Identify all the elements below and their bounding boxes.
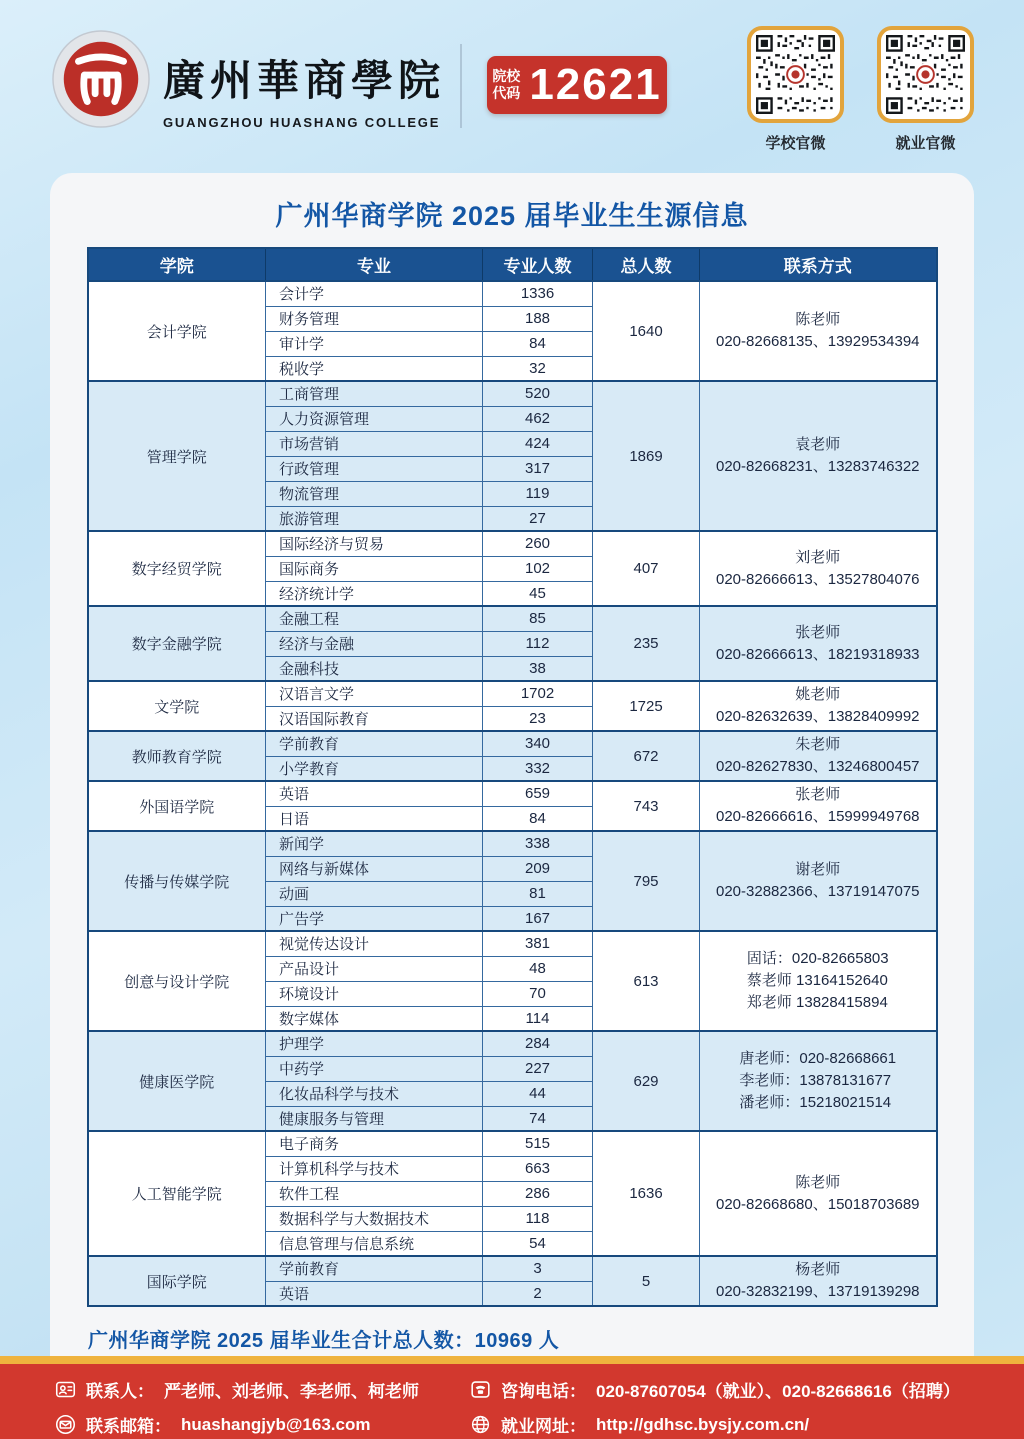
major-count-cell: 84 — [483, 806, 593, 831]
major-cell: 国际经济与贸易 — [266, 531, 483, 556]
website-value: http://gdhsc.bysjy.com.cn/ — [596, 1414, 810, 1434]
contact-person-row — [55, 1377, 470, 1402]
college-cell: 数字金融学院 — [88, 606, 266, 681]
contact-line: 020-82668135、13929534394 — [715, 333, 920, 350]
contact-line: 020-82668231、13283746322 — [715, 458, 920, 475]
college-cell: 健康医学院 — [88, 1031, 266, 1131]
major-cell: 动画 — [266, 881, 483, 906]
major-cell: 软件工程 — [266, 1181, 483, 1206]
major-count-cell: 102 — [483, 556, 593, 581]
table-row — [88, 1256, 937, 1281]
major-cell: 财务管理 — [266, 306, 483, 331]
graduate-source-table — [87, 247, 938, 1307]
contact-line: 张老师 — [795, 623, 841, 641]
contact-card-icon — [55, 1379, 76, 1400]
total-cell: 743 — [593, 781, 700, 831]
major-count-cell: 286 — [483, 1181, 593, 1206]
table-row — [88, 381, 937, 406]
footer-right-column — [470, 1377, 960, 1439]
college-name-en: GUANGZHOU HUASHANG COLLEGE — [163, 115, 441, 130]
college-section — [88, 381, 937, 531]
contact-email-label: 联系邮箱： — [86, 1417, 171, 1436]
contact-lines — [702, 309, 934, 353]
major-cell: 产品设计 — [266, 956, 483, 981]
college-cell: 国际学院 — [88, 1256, 266, 1306]
contact-lines — [702, 1172, 934, 1216]
total-cell: 795 — [593, 831, 700, 931]
table-row — [88, 831, 937, 856]
contact-line: 020-82627830、13246800457 — [715, 758, 920, 775]
contact-line: 020-32882366、13719147075 — [715, 883, 920, 900]
contact-cell — [700, 681, 937, 731]
total-cell: 1636 — [593, 1131, 700, 1256]
contact-line: 020-82632639、13828409992 — [715, 708, 920, 725]
major-cell: 经济与金融 — [266, 631, 483, 656]
major-cell: 网络与新媒体 — [266, 856, 483, 881]
major-cell: 英语 — [266, 1281, 483, 1306]
college-cell: 创意与设计学院 — [88, 931, 266, 1031]
college-brand — [163, 48, 445, 130]
contact-cell — [700, 531, 937, 606]
contact-line: 蔡老师 13164152640 — [746, 972, 888, 990]
major-count-cell: 520 — [483, 381, 593, 406]
contact-line: 郑老师 13828415894 — [746, 993, 888, 1011]
table-row — [88, 781, 937, 806]
major-count-cell: 515 — [483, 1131, 593, 1156]
major-cell: 人力资源管理 — [266, 406, 483, 431]
contact-cell — [700, 1131, 937, 1256]
major-count-cell: 118 — [483, 1206, 593, 1231]
college-code-value: 12621 — [529, 60, 662, 109]
contact-cell — [700, 606, 937, 681]
major-cell: 数字媒体 — [266, 1006, 483, 1031]
phone-label: 咨询电话： — [501, 1382, 586, 1401]
major-cell: 电子商务 — [266, 1131, 483, 1156]
contact-lines — [702, 1259, 934, 1303]
contact-person-label: 联系人： — [86, 1382, 154, 1401]
total-cell: 629 — [593, 1031, 700, 1131]
qr-code-icon — [747, 26, 844, 123]
page-title: 广州华商学院 2025 届毕业生生源信息 — [275, 201, 749, 231]
college-section — [88, 931, 937, 1031]
column-header: 专业 — [266, 248, 483, 281]
contact-line: 固话：020-82665803 — [746, 950, 889, 968]
major-count-cell: 188 — [483, 306, 593, 331]
major-count-cell: 32 — [483, 356, 593, 381]
major-count-cell: 227 — [483, 1056, 593, 1081]
contact-lines — [747, 948, 889, 1013]
qr-code-group — [747, 26, 974, 153]
contact-line: 020-82668680、15018703689 — [715, 1195, 920, 1213]
major-count-cell: 119 — [483, 481, 593, 506]
contact-line: 唐老师：020-82668661 — [739, 1050, 897, 1068]
major-count-cell: 85 — [483, 606, 593, 631]
contact-lines — [702, 684, 934, 728]
contact-email-value: huashangjyb@163.com — [181, 1414, 371, 1434]
total-cell: 1869 — [593, 381, 700, 531]
contact-line: 020-82666613、18219318933 — [715, 645, 920, 663]
major-cell: 英语 — [266, 781, 483, 806]
major-cell: 计算机科学与技术 — [266, 1156, 483, 1181]
college-section — [88, 1131, 937, 1256]
column-header: 总人数 — [593, 248, 700, 281]
globe-icon — [470, 1414, 491, 1435]
total-summary: 广州华商学院 2025 届毕业生合计总人数：10969 人 — [88, 1330, 560, 1352]
contact-line: 陈老师 — [795, 311, 841, 329]
college-section — [88, 1031, 937, 1131]
major-count-cell: 81 — [483, 881, 593, 906]
contact-cell — [700, 831, 937, 931]
total-cell: 407 — [593, 531, 700, 606]
major-count-cell: 48 — [483, 956, 593, 981]
major-cell: 视觉传达设计 — [266, 931, 483, 956]
college-cell: 管理学院 — [88, 381, 266, 531]
table-row — [88, 681, 937, 706]
college-cell: 教师教育学院 — [88, 731, 266, 781]
table-row — [88, 731, 937, 756]
contact-cell — [700, 731, 937, 781]
college-name-zh: 廣州華商學院 — [163, 59, 446, 105]
contact-cell — [700, 1256, 937, 1306]
major-count-cell: 1702 — [483, 681, 593, 706]
contact-email-row — [55, 1412, 470, 1437]
major-cell: 化妆品科学与技术 — [266, 1081, 483, 1106]
major-cell: 工商管理 — [266, 381, 483, 406]
college-section — [88, 606, 937, 681]
major-count-cell: 317 — [483, 456, 593, 481]
college-seal-logo — [52, 30, 150, 128]
college-cell: 文学院 — [88, 681, 266, 731]
phone-value: 020-87607054（就业）、020-82668616（招聘） — [596, 1382, 960, 1401]
major-count-cell: 84 — [483, 331, 593, 356]
content-card — [50, 173, 974, 1356]
college-cell: 人工智能学院 — [88, 1131, 266, 1256]
phone-row — [470, 1377, 960, 1402]
contact-lines — [702, 547, 934, 591]
major-cell: 旅游管理 — [266, 506, 483, 531]
contact-line: 020-82666616、15999949768 — [715, 808, 920, 825]
major-count-cell: 332 — [483, 756, 593, 781]
contact-line: 潘老师：15218021514 — [739, 1093, 892, 1111]
footer-left-column — [55, 1377, 470, 1439]
contact-line: 杨老师 — [795, 1261, 841, 1279]
major-cell: 小学教育 — [266, 756, 483, 781]
college-section — [88, 531, 937, 606]
code-label-line1: 院校 — [492, 67, 521, 84]
major-cell: 国际商务 — [266, 556, 483, 581]
major-count-cell: 167 — [483, 906, 593, 931]
college-section — [88, 831, 937, 931]
major-cell: 护理学 — [266, 1031, 483, 1056]
table-row — [88, 281, 937, 306]
contact-line: 姚老师 — [795, 686, 841, 704]
table-row — [88, 1131, 937, 1156]
contact-lines — [702, 434, 934, 478]
contact-line: 张老师 — [795, 786, 841, 804]
contact-cell — [700, 281, 937, 381]
qr-label: 学校官微 — [765, 135, 826, 152]
major-count-cell: 209 — [483, 856, 593, 881]
contact-person-value: 严老师、刘老师、李老师、柯老师 — [164, 1382, 419, 1401]
contact-lines — [702, 784, 934, 828]
website-row — [470, 1412, 960, 1437]
college-seal-icon — [52, 30, 150, 128]
major-count-cell: 70 — [483, 981, 593, 1006]
major-cell: 学前教育 — [266, 731, 483, 756]
major-cell: 广告学 — [266, 906, 483, 931]
major-cell: 物流管理 — [266, 481, 483, 506]
total-cell: 613 — [593, 931, 700, 1031]
contact-cell — [700, 781, 937, 831]
contact-lines — [702, 859, 934, 903]
major-cell: 学前教育 — [266, 1256, 483, 1281]
footer-gold-strip — [0, 1356, 1024, 1364]
total-cell: 672 — [593, 731, 700, 781]
major-cell: 会计学 — [266, 281, 483, 306]
college-cell: 传播与传媒学院 — [88, 831, 266, 931]
major-cell: 新闻学 — [266, 831, 483, 856]
column-header: 专业人数 — [483, 248, 593, 281]
column-header: 联系方式 — [700, 248, 937, 281]
major-count-cell: 38 — [483, 656, 593, 681]
contact-lines — [702, 622, 934, 666]
major-cell: 税收学 — [266, 356, 483, 381]
major-cell: 市场营销 — [266, 431, 483, 456]
major-count-cell: 45 — [483, 581, 593, 606]
major-count-cell: 3 — [483, 1256, 593, 1281]
college-section — [88, 1256, 937, 1306]
major-count-cell: 27 — [483, 506, 593, 531]
contact-line: 李老师：13878131677 — [739, 1072, 892, 1090]
contact-line: 朱老师 — [795, 736, 841, 754]
major-cell: 日语 — [266, 806, 483, 831]
college-cell: 数字经贸学院 — [88, 531, 266, 606]
major-count-cell: 659 — [483, 781, 593, 806]
table-row — [88, 531, 937, 556]
major-cell: 健康服务与管理 — [266, 1106, 483, 1131]
college-cell: 会计学院 — [88, 281, 266, 381]
major-cell: 行政管理 — [266, 456, 483, 481]
total-cell: 1725 — [593, 681, 700, 731]
major-count-cell: 114 — [483, 1006, 593, 1031]
website-label: 就业网址： — [501, 1417, 586, 1436]
college-section — [88, 681, 937, 731]
total-cell: 5 — [593, 1256, 700, 1306]
major-count-cell: 2 — [483, 1281, 593, 1306]
employment-wechat-qr — [877, 26, 974, 153]
major-count-cell: 381 — [483, 931, 593, 956]
major-count-cell: 340 — [483, 731, 593, 756]
major-cell: 汉语言文学 — [266, 681, 483, 706]
contact-lines — [739, 1048, 896, 1113]
total-cell: 1640 — [593, 281, 700, 381]
college-section — [88, 281, 937, 381]
table-row — [88, 606, 937, 631]
qr-code-icon — [877, 26, 974, 123]
phone-icon — [470, 1379, 491, 1400]
table-row — [88, 1031, 937, 1056]
code-label-line2: 代码 — [492, 85, 521, 101]
major-cell: 中药学 — [266, 1056, 483, 1081]
major-count-cell: 260 — [483, 531, 593, 556]
footer — [0, 1356, 1024, 1439]
contact-lines — [702, 734, 934, 778]
major-count-cell: 112 — [483, 631, 593, 656]
college-code-label — [492, 68, 520, 103]
contact-line: 陈老师 — [795, 1173, 841, 1191]
major-cell: 信息管理与信息系统 — [266, 1231, 483, 1256]
major-cell: 审计学 — [266, 331, 483, 356]
major-cell: 金融科技 — [266, 656, 483, 681]
footer-bar — [0, 1364, 1024, 1439]
major-cell: 汉语国际教育 — [266, 706, 483, 731]
total-cell: 235 — [593, 606, 700, 681]
header-divider — [460, 44, 462, 128]
major-count-cell: 424 — [483, 431, 593, 456]
school-wechat-qr — [747, 26, 844, 153]
column-header: 学院 — [88, 248, 266, 281]
qr-label: 就业官微 — [895, 135, 956, 152]
contact-line: 袁老师 — [795, 436, 841, 454]
major-cell: 金融工程 — [266, 606, 483, 631]
major-count-cell: 462 — [483, 406, 593, 431]
major-count-cell: 23 — [483, 706, 593, 731]
table-row — [88, 931, 937, 956]
major-count-cell: 44 — [483, 1081, 593, 1106]
email-icon — [55, 1414, 76, 1435]
contact-line: 谢老师 — [795, 861, 841, 879]
major-count-cell: 54 — [483, 1231, 593, 1256]
major-cell: 数据科学与大数据技术 — [266, 1206, 483, 1231]
contact-line: 刘老师 — [795, 548, 841, 566]
contact-cell — [700, 1031, 937, 1131]
major-count-cell: 663 — [483, 1156, 593, 1181]
contact-line: 020-32832199、13719139298 — [715, 1283, 920, 1300]
college-section — [88, 781, 937, 831]
major-count-cell: 74 — [483, 1106, 593, 1131]
contact-line: 020-82666613、13527804076 — [715, 570, 920, 588]
major-cell: 经济统计学 — [266, 581, 483, 606]
contact-cell — [700, 381, 937, 531]
major-count-cell: 338 — [483, 831, 593, 856]
college-section — [88, 731, 937, 781]
major-count-cell: 1336 — [483, 281, 593, 306]
table-header-row — [88, 248, 937, 281]
major-count-cell: 284 — [483, 1031, 593, 1056]
major-cell: 环境设计 — [266, 981, 483, 1006]
contact-cell — [700, 931, 937, 1031]
college-cell: 外国语学院 — [88, 781, 266, 831]
college-code-badge — [487, 56, 667, 114]
